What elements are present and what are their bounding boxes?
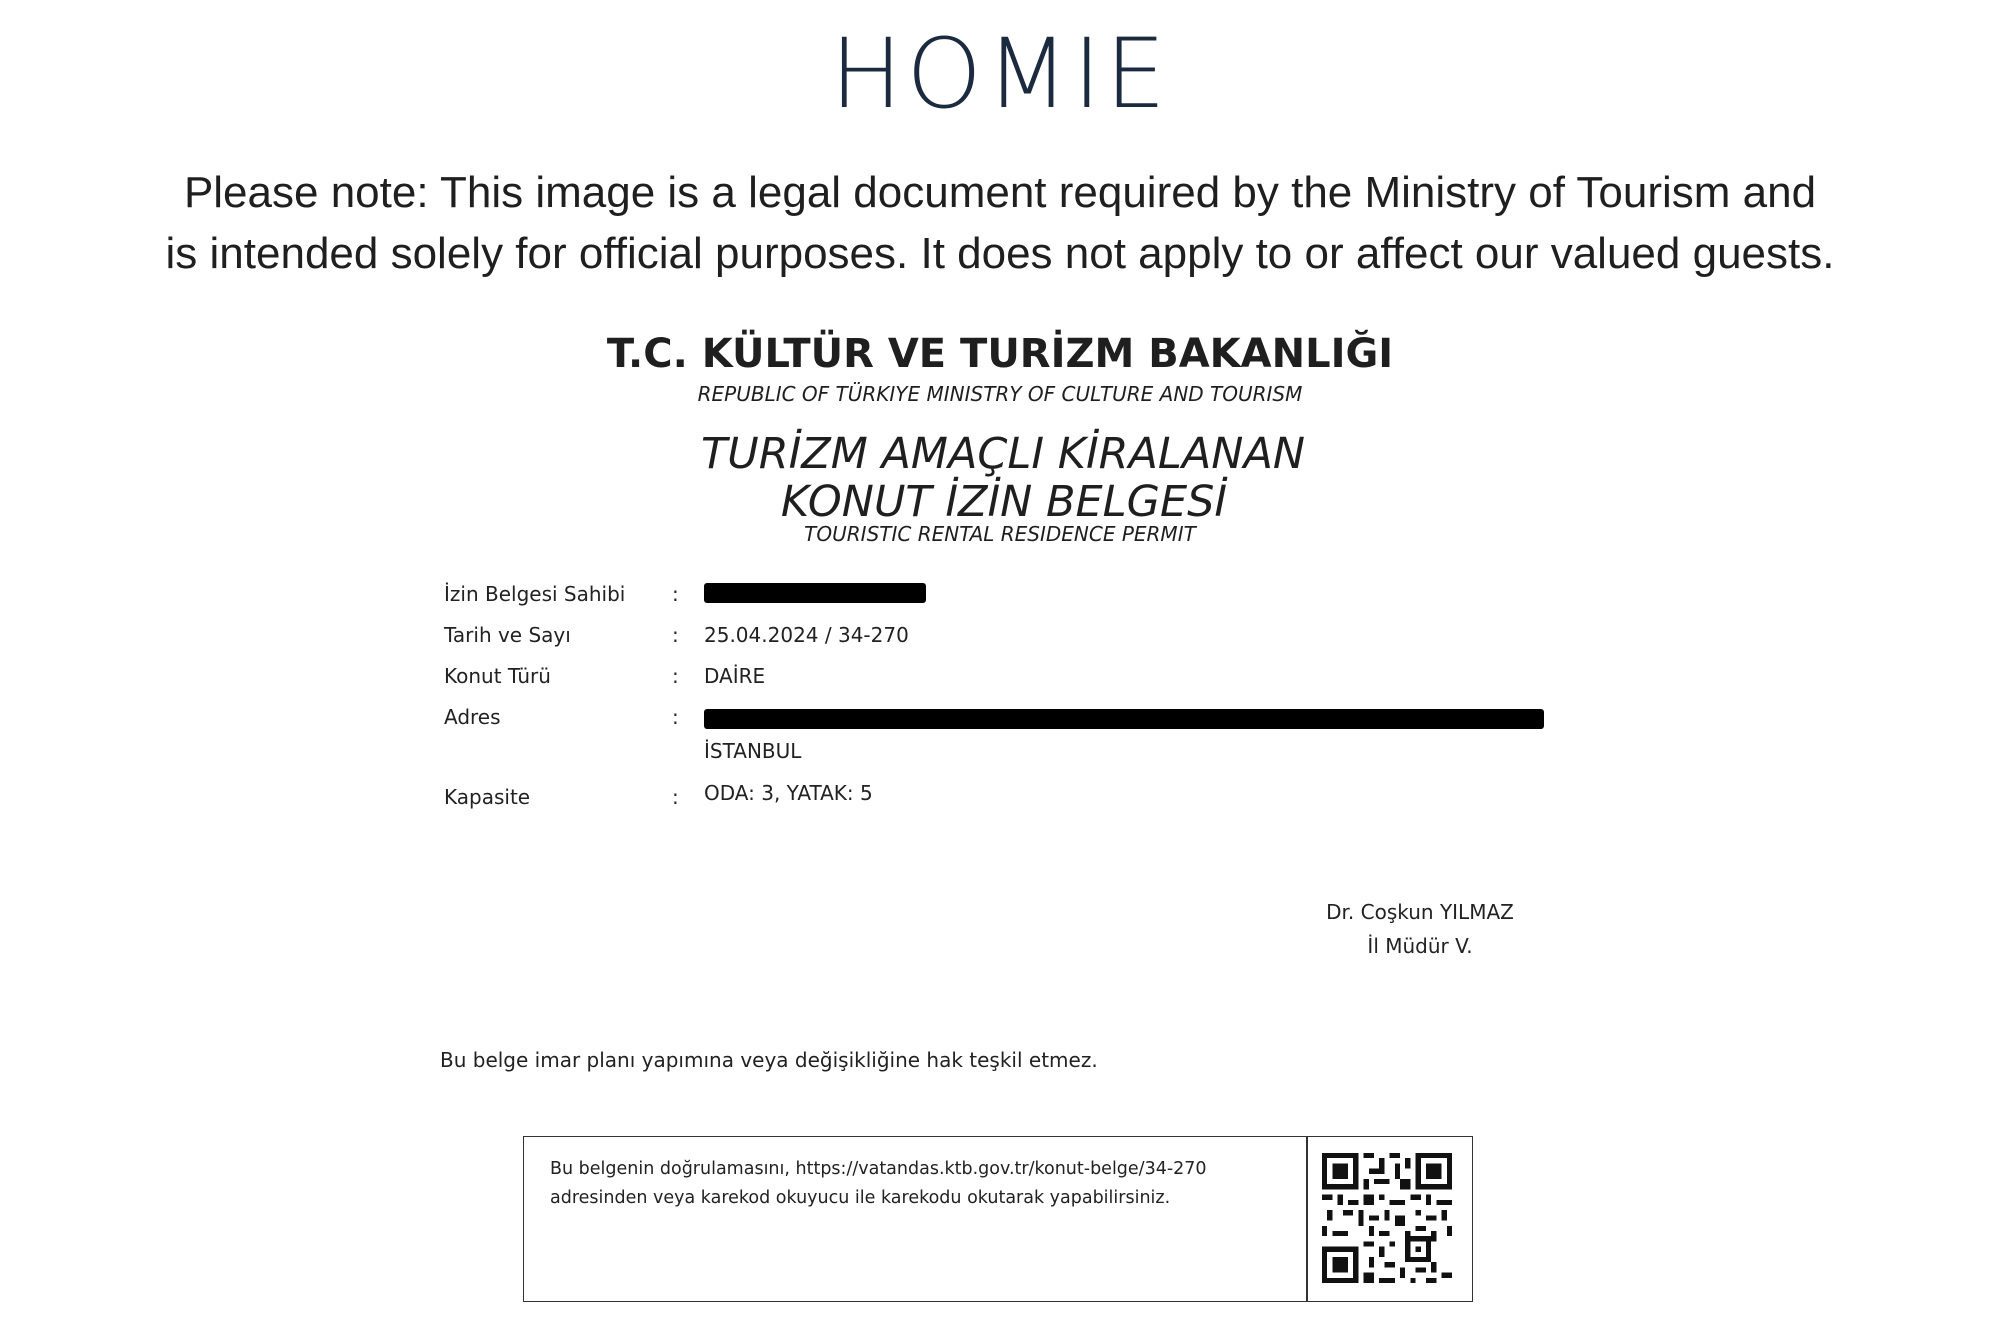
notice-text [60, 162, 1940, 284]
redaction-bar [704, 709, 1544, 729]
field-label: Konut Türü [444, 664, 551, 688]
verification-line-1: Bu belgenin doğrulamasını, https://vatandas.ktb.gov.tr/konut-belge/34-270 [550, 1159, 1207, 1179]
field-label: Tarih ve Sayı [444, 623, 571, 647]
field-value: ODA: 3, YATAK: 5 [704, 781, 873, 805]
field-row-date [444, 623, 1564, 664]
verification-line-2: adresinden veya karekod okuyucu ile karekodu okutarak yapabilirsiniz. [550, 1188, 1171, 1208]
field-row-address [444, 705, 1564, 781]
signer-name: Dr. Coşkun YILMAZ [1326, 900, 1514, 924]
signature-block [1290, 895, 1550, 963]
ministry-heading: T.C. KÜLTÜR VE TURİZM BAKANLIĞI [606, 331, 1394, 377]
field-row-capacity [444, 781, 1564, 822]
field-label: Kapasite [444, 785, 531, 809]
permit-title-line-2: KONUT İZİN BELGESİ [780, 477, 1228, 527]
field-row-type [444, 664, 1564, 705]
field-colon: : [672, 785, 679, 809]
verification-box [523, 1136, 1473, 1302]
permit-title-en: TOURISTIC RENTAL RESIDENCE PERMIT [804, 522, 1196, 546]
notice-line-1: Please note: This image is a legal document required by the Ministry of Tourism and [183, 168, 1817, 217]
field-colon: : [672, 664, 679, 688]
permit-fields [444, 582, 1564, 822]
permit-title-line-1: TURİZM AMAÇLI KİRALANAN [700, 429, 1306, 479]
ministry-heading-en: REPUBLIC OF TÜRKIYE MINISTRY OF CULTURE AND TOURISM [697, 382, 1303, 406]
field-colon: : [672, 705, 679, 729]
field-label: Adres [444, 705, 501, 729]
verification-text [550, 1155, 1290, 1213]
field-label: İzin Belgesi Sahibi [444, 582, 626, 606]
notice-line-2: is intended solely for official purposes. It does not apply to or affect our valued guests. [165, 229, 1835, 278]
field-colon: : [672, 582, 679, 606]
field-row-owner [444, 582, 1564, 623]
signer-title: İl Müdür V. [1367, 934, 1473, 958]
field-value: İSTANBUL [704, 739, 802, 763]
field-value: 25.04.2024 / 34-270 [704, 623, 909, 647]
divider [1306, 1137, 1308, 1301]
qr-code-icon[interactable] [1322, 1153, 1452, 1283]
permit-title [0, 430, 2000, 526]
field-value: DAİRE [704, 664, 766, 688]
brand-logo: HOMIE [830, 18, 1170, 130]
disclaimer-text: Bu belge imar planı yapımına veya değişikliğine hak teşkil etmez. [440, 1048, 1098, 1072]
redaction-bar [704, 583, 926, 603]
field-colon: : [672, 623, 679, 647]
